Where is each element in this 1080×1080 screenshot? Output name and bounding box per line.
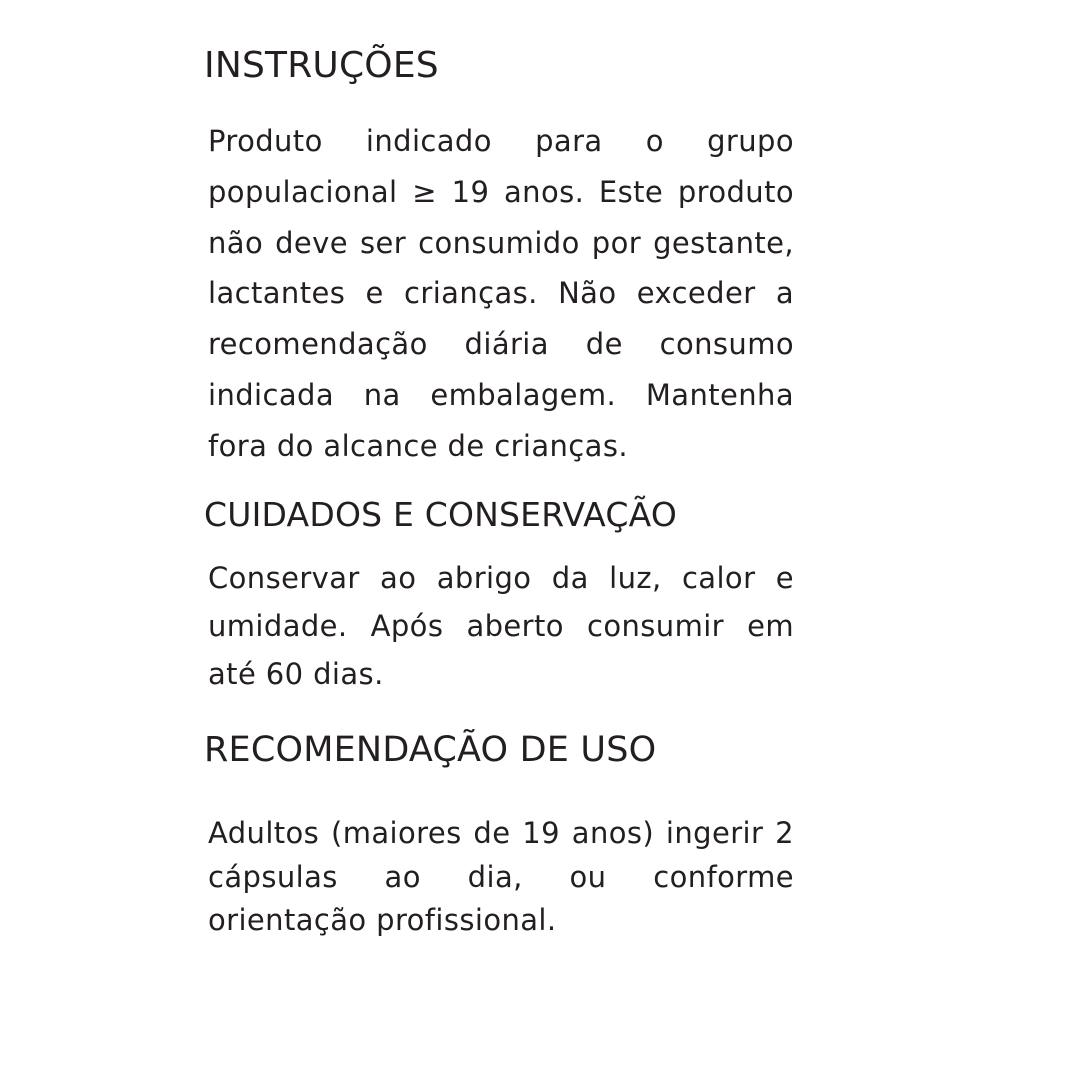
care-conservation-text: Conservar ao abrigo da luz, calor e umidade. Após aberto consumir em até 60 dias. <box>208 561 794 691</box>
instructions-heading: INSTRUÇÕES <box>204 45 439 86</box>
instructions-text: Produto indicado para o grupo populacional ≥ 19 anos. Este produto não deve ser consumido por gestante, lactantes e crianças. Não exceder a recomendação diária de consumo indicada na embalagem. Mantenha fora do alcance de crianças. <box>208 124 794 463</box>
usage-recommendation-heading: RECOMENDAÇÃO DE USO <box>204 730 657 770</box>
usage-recommendation-text: Adultos (maiores de 19 anos) ingerir 2 cápsulas ao dia, ou conforme orientação profissional. <box>208 816 794 937</box>
care-conservation-heading: CUIDADOS E CONSERVAÇÃO <box>204 495 677 534</box>
